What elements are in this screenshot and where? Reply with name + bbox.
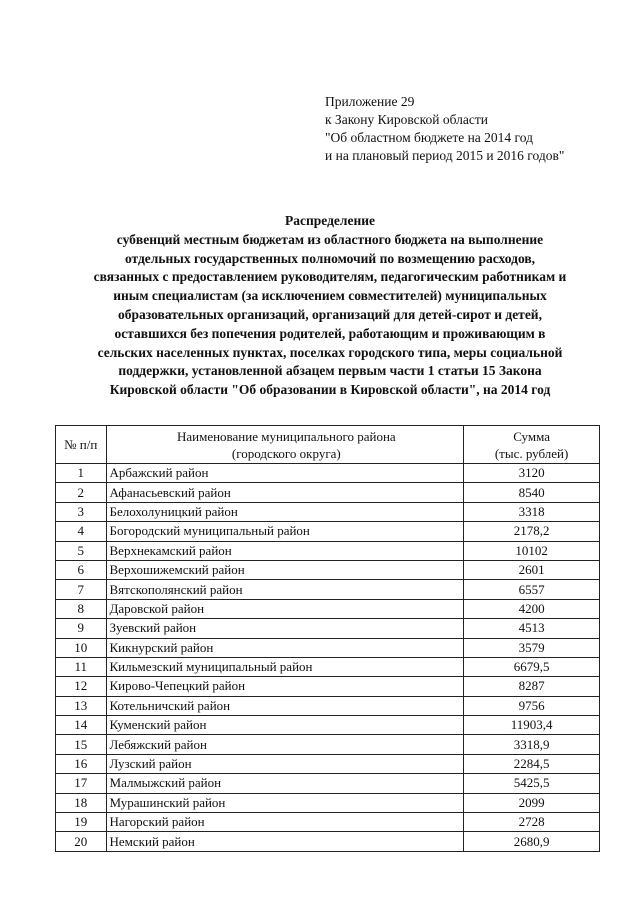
row-district-name: Кикнурский район	[106, 638, 464, 657]
row-num: 11	[56, 657, 107, 676]
row-sum: 3318,9	[464, 735, 600, 754]
row-district-name: Куменский район	[106, 716, 464, 735]
row-num: 17	[56, 774, 107, 793]
row-num: 16	[56, 754, 107, 773]
row-num: 19	[56, 813, 107, 832]
row-district-name: Афанасьевский район	[106, 483, 464, 502]
row-district-name: Зуевский район	[106, 619, 464, 638]
row-sum: 10102	[464, 541, 600, 560]
row-district-name: Вятскополянский район	[106, 580, 464, 599]
table-row	[56, 696, 600, 715]
row-sum: 11903,4	[464, 716, 600, 735]
row-num: 13	[56, 696, 107, 715]
table-body	[56, 464, 600, 852]
row-sum: 5425,5	[464, 774, 600, 793]
appendix-line: к Закону Кировской области	[325, 112, 489, 127]
row-sum: 2284,5	[464, 754, 600, 773]
table-row	[56, 502, 600, 521]
row-district-name: Кильмезский муниципальный район	[106, 657, 464, 676]
appendix-header	[325, 93, 564, 165]
table-row	[56, 793, 600, 812]
table-row	[56, 657, 600, 676]
title-line: связанных с предоставлением руководителям, педагогическим работникам и	[93, 269, 567, 285]
table-row	[56, 638, 600, 657]
row-num: 18	[56, 793, 107, 812]
row-district-name: Малмыжский район	[106, 774, 464, 793]
row-district-name: Арбажский район	[106, 464, 464, 483]
row-num: 3	[56, 502, 107, 521]
table-row	[56, 599, 600, 618]
row-num: 7	[56, 580, 107, 599]
row-district-name: Нагорский район	[106, 813, 464, 832]
row-sum: 4200	[464, 599, 600, 618]
appendix-line: "Об областном бюджете на 2014 год	[325, 130, 533, 145]
table-row	[56, 560, 600, 579]
row-sum: 6557	[464, 580, 600, 599]
row-sum: 2099	[464, 793, 600, 812]
row-district-name: Котельничский район	[106, 696, 464, 715]
table-header-row	[56, 426, 600, 464]
header-name	[106, 426, 464, 464]
appendix-line: Приложение 29	[325, 94, 415, 109]
row-num: 8	[56, 599, 107, 618]
row-district-name: Кирово-Чепецкий район	[106, 677, 464, 696]
row-district-name: Немский район	[106, 832, 464, 851]
table-row	[56, 813, 600, 832]
row-district-name: Лебяжский район	[106, 735, 464, 754]
header-name-line1: Наименование муниципального района	[176, 428, 396, 444]
table-row	[56, 774, 600, 793]
row-sum: 3579	[464, 638, 600, 657]
row-sum: 8540	[464, 483, 600, 502]
table-row	[56, 619, 600, 638]
title-line: сельских населенных пунктах, поселках городского типа, меры социальной	[97, 344, 563, 360]
row-sum: 2728	[464, 813, 600, 832]
row-sum: 2178,2	[464, 522, 600, 541]
header-num	[56, 426, 107, 464]
row-district-name: Верхошижемский район	[106, 560, 464, 579]
row-district-name: Лузский район	[106, 754, 464, 773]
table-row	[56, 541, 600, 560]
header-num-label: № п/п	[64, 437, 98, 452]
header-sum-line2: (тыс. рублей)	[494, 445, 569, 461]
row-num: 1	[56, 464, 107, 483]
row-num: 5	[56, 541, 107, 560]
title-line: образовательных организаций, организаций для детей-сирот и детей,	[118, 306, 542, 322]
row-sum: 6679,5	[464, 657, 600, 676]
title-line: иным специалистам (за исключением совместителей) муниципальных	[113, 288, 547, 304]
row-district-name: Белохолуницкий район	[106, 502, 464, 521]
title-line: субвенций местным бюджетам из областного бюджета на выполнение	[116, 231, 544, 247]
table-row	[56, 464, 600, 483]
row-sum: 9756	[464, 696, 600, 715]
document-title	[40, 212, 620, 400]
header-sum-line1: Сумма	[513, 428, 550, 444]
table-row	[56, 677, 600, 696]
row-num: 2	[56, 483, 107, 502]
title-line: оставшихся без попечения родителей, работающим и проживающим в	[114, 325, 546, 341]
row-num: 10	[56, 638, 107, 657]
table-row	[56, 716, 600, 735]
appendix-line: и на плановый период 2015 и 2016 годов"	[325, 148, 565, 163]
row-num: 6	[56, 560, 107, 579]
table-header	[56, 426, 600, 464]
row-district-name: Даровской район	[106, 599, 464, 618]
distribution-table	[55, 425, 600, 852]
table-row	[56, 580, 600, 599]
row-district-name: Верхнекамский район	[106, 541, 464, 560]
title-line: Распределение	[284, 213, 376, 228]
row-num: 9	[56, 619, 107, 638]
row-num: 4	[56, 522, 107, 541]
row-sum: 2601	[464, 560, 600, 579]
row-sum: 3120	[464, 464, 600, 483]
row-district-name: Богородский муниципальный район	[106, 522, 464, 541]
header-name-line2: (городского округа)	[231, 445, 341, 461]
table-row	[56, 483, 600, 502]
row-sum: 8287	[464, 677, 600, 696]
title-line: отдельных государственных полномочий по возмещению расходов,	[124, 250, 536, 266]
row-sum: 3318	[464, 502, 600, 521]
title-line: Кировской области "Об образовании в Кировской области", на 2014 год	[109, 382, 551, 398]
row-num: 20	[56, 832, 107, 851]
row-district-name: Мурашинский район	[106, 793, 464, 812]
table-row	[56, 735, 600, 754]
row-sum: 2680,9	[464, 832, 600, 851]
table-row	[56, 754, 600, 773]
header-sum	[464, 426, 600, 464]
table-row	[56, 522, 600, 541]
row-num: 15	[56, 735, 107, 754]
row-sum: 4513	[464, 619, 600, 638]
table-row	[56, 832, 600, 851]
row-num: 14	[56, 716, 107, 735]
row-num: 12	[56, 677, 107, 696]
title-line: поддержки, установленной абзацем первым части 1 статьи 15 Закона	[118, 363, 542, 379]
